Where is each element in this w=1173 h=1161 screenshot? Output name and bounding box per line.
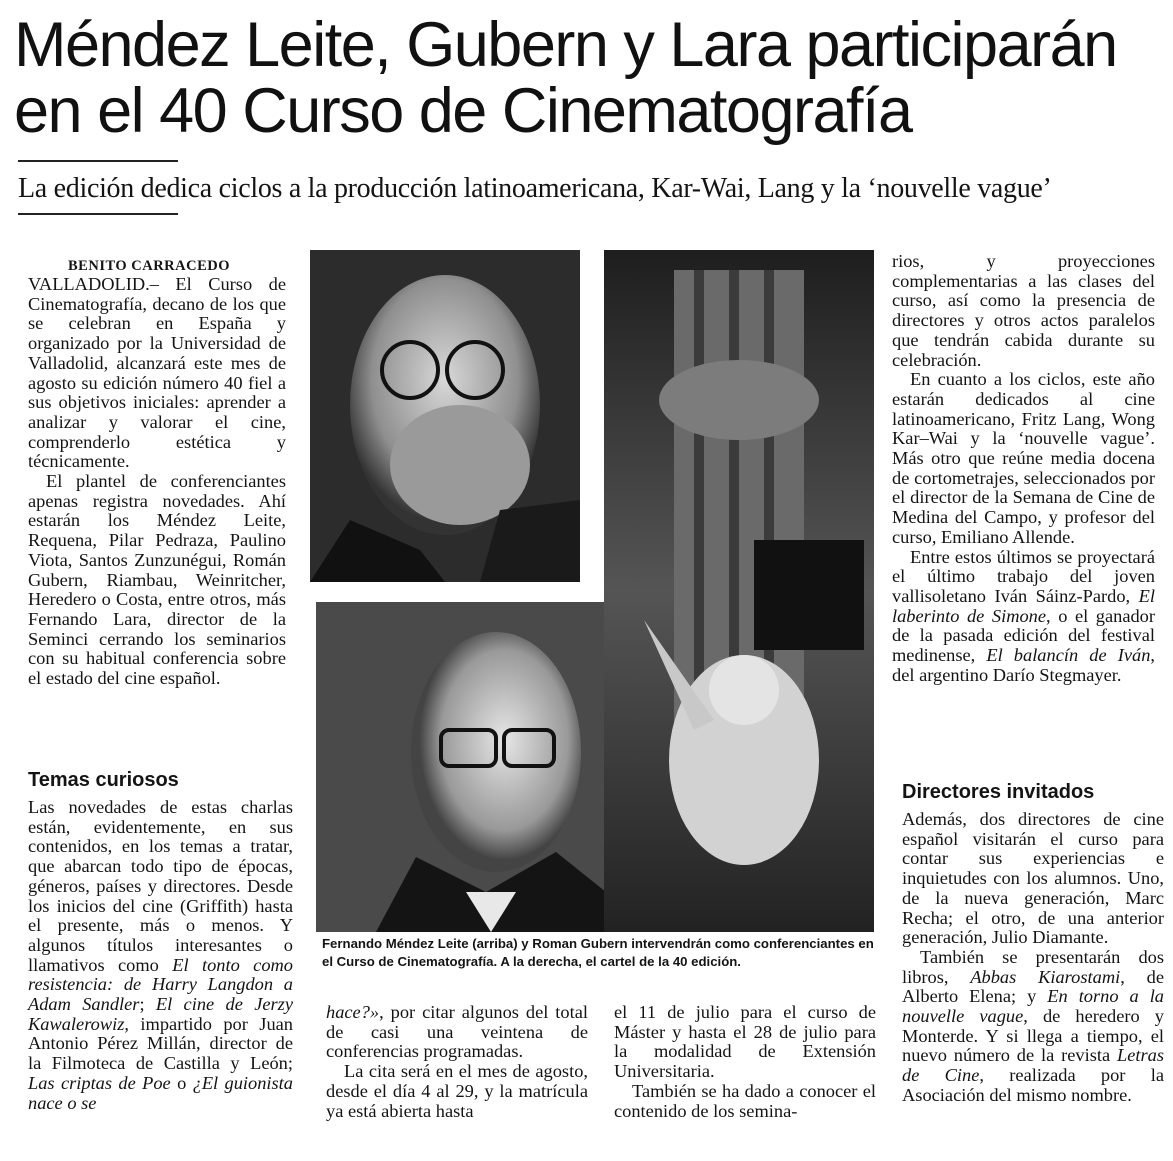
headline-line-2: en el 40 Curso de Cinematografía xyxy=(14,76,912,146)
column-2 xyxy=(326,1003,588,1121)
col1-paragraph-1: VALLADOLID.– El Curso de Cinematografía, decano de los que se celebran en España y organizado por la Universidad de Valladolid, alcanzará este mes de agosto su edición número 40 fiel a sus objetivos iniciales: aprender a analizar y valorar el cine, comprenderlo estética y técnicamente. xyxy=(28,274,286,472)
headline xyxy=(14,12,1164,144)
col3-paragraph-2: También se ha dado a conocer el contenido de los semina- xyxy=(614,1080,876,1121)
section-heading-directores-invitados: Directores invitados xyxy=(902,781,1095,803)
section-heading-temas-curiosos: Temas curiosos xyxy=(28,769,179,791)
top-rule xyxy=(18,160,178,162)
col4-paragraph-4: Además, dos directores de cine español visitarán el curso para contar sus experiencias e inquietudes con los alumnos. Uno, de la nueva generación, Marc Recha; el otro, de una anterior generación, Julio Diamante. xyxy=(902,809,1164,948)
column-4-lower xyxy=(902,780,1164,1106)
col4-paragraph-5: También se presentarán dos libros, Abbas Kiarostami, de Alberto Elena; y En torno a la nouvelle vague, de heredero y Monterde. Y si llega a tiempo, el nuevo número de la revista Letras de Cine, realizada por la Asociación del mismo nombre. xyxy=(902,946,1164,1105)
column-3 xyxy=(614,1003,876,1121)
subheadline: La edición dedica ciclos a la producción latinoamericana, Kar-Wai, Lang y la ‘nouvelle vague’ xyxy=(18,173,1052,204)
byline: BENITO CARRACEDO xyxy=(68,258,231,274)
col2-paragraph-2: La cita será en el mes de agosto, desde el día 4 al 29, y la matrícula ya está abierta hasta xyxy=(326,1061,588,1121)
col3-paragraph-1: el 11 de julio para el curso de Máster y hasta el 28 de julio para la modalidad de Extensión Universitaria. xyxy=(614,1002,876,1082)
col4-paragraph-1: rios, y proyecciones complementarias a las clases del curso, así como la presencia de directores y otros actos paralelos que tendrán cabida durante su celebración. xyxy=(892,251,1155,370)
col2-paragraph-1: hace?», por citar algunos del total de casi una veintena de conferencias programadas. xyxy=(326,1002,588,1062)
festival-poster-image xyxy=(604,250,874,932)
col4-paragraph-3: Entre estos últimos se proyectará el último trabajo del joven vallisoletano Iván Sáinz-Pardo, El laberinto de Simone, o el ganador de la pasada edición del festival medinense, El balancín de Iván, del argentino Darío Stegmayer. xyxy=(892,546,1156,685)
photo-caption: Fernando Méndez Leite (arriba) y Roman Gubern intervendrán como conferenciantes en el Curso de Cinematografía. A la derecha, el cartel de la 40 edición. xyxy=(322,936,874,969)
col1-paragraph-3: Las novedades de estas charlas están, evidentemente, en sus contenidos, en los temas a tratar, que abarcan todo tipo de épocas, géneros, países y directores. Desde los inicios del cine (Griffith) hasta el presente, más o menos. Y algunos títulos interesantes o llamativos como El tonto como resistencia: de Harry Langdon a Adam Sandler; El cine de Jerzy Kawalerowiz, impartido por Juan Antonio Pérez Millán, director de la Filmoteca de Castilla y León; Las criptas de Poe o ¿El guionista nace o se xyxy=(28,797,293,1113)
column-1 xyxy=(28,258,286,689)
column-1-lower xyxy=(28,768,293,1113)
headline-line-1: Méndez Leite, Gubern y Lara participarán xyxy=(14,10,1117,80)
bottom-rule xyxy=(18,213,178,215)
portrait-photo-mendez-leite xyxy=(310,250,580,582)
portrait-photo-gubern xyxy=(316,602,606,932)
col1-paragraph-2: El plantel de conferenciantes apenas registra novedades. Ahí estarán los Méndez Leite, Requena, Pilar Pedraza, Paulino Viota, Santos Zunzunégui, Román Gubern, Riambau, Weinritcher, Heredero o Costa, entre otros, más Fernando Lara, director de la Seminci cerrando los seminarios con su habitual conferencia sobre el estado del cine español. xyxy=(28,471,286,689)
column-4 xyxy=(892,252,1155,685)
col4-paragraph-2: En cuanto a los ciclos, este año estarán dedicados al cine latinoamericano, Fritz Lang, Wong Kar–Wai y la ‘nouvelle vague’. Más otro que reúne media docena de cortometrajes, seleccionados por el director de la Semana de Cine de Medina del Campo, y profesor del curso, Emiliano Allende. xyxy=(892,369,1155,547)
